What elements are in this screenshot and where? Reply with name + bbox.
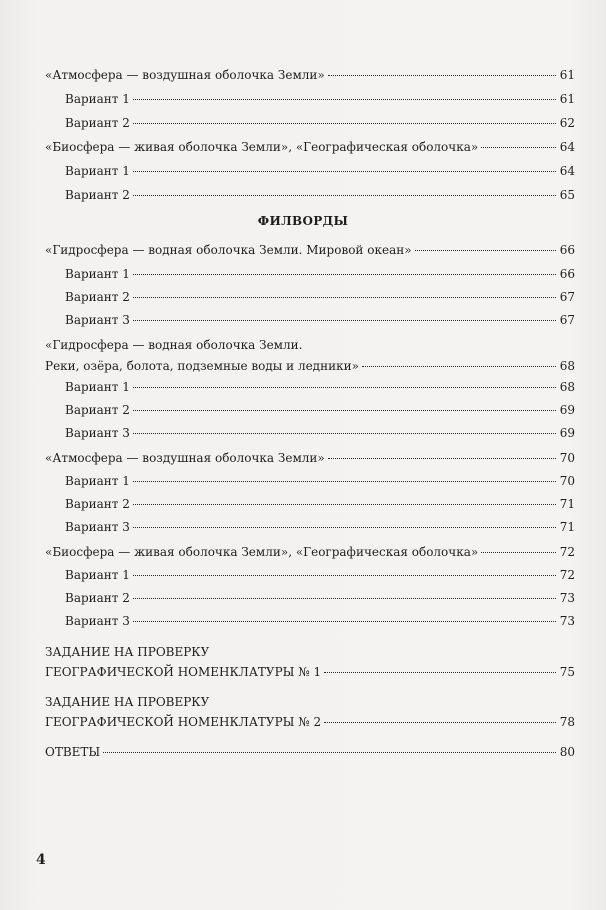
dot-leader bbox=[133, 123, 556, 124]
toc-entry-page: 70 bbox=[559, 474, 575, 488]
toc-entry[interactable] bbox=[65, 614, 575, 629]
dot-leader bbox=[133, 274, 556, 275]
toc-entry-title: «Гидросфера — водная оболочка Земли. Мировой океан» bbox=[45, 243, 412, 257]
dot-leader bbox=[133, 481, 556, 482]
dot-leader bbox=[103, 752, 556, 753]
toc-entry-title: Вариант 2 bbox=[65, 188, 130, 202]
toc-entry-title: Вариант 2 bbox=[65, 591, 130, 605]
toc-entry[interactable] bbox=[65, 568, 575, 583]
dot-leader bbox=[133, 621, 556, 622]
toc-entry-page: 69 bbox=[559, 426, 575, 440]
toc-entry-page: 80 bbox=[559, 745, 575, 759]
toc-entry[interactable] bbox=[65, 116, 575, 131]
page-number: 4 bbox=[36, 852, 46, 868]
toc-entry-page: 66 bbox=[559, 267, 575, 281]
dot-leader bbox=[328, 458, 556, 459]
toc-entry-title: Вариант 2 bbox=[65, 497, 130, 511]
toc-entry-title: Вариант 3 bbox=[65, 614, 130, 628]
toc-entry-page: 73 bbox=[559, 614, 575, 628]
dot-leader bbox=[133, 99, 556, 100]
toc-entry-page: 61 bbox=[559, 92, 575, 106]
toc-entry[interactable] bbox=[65, 92, 575, 107]
dot-leader bbox=[415, 250, 556, 251]
dot-leader bbox=[133, 297, 556, 298]
toc-entry-title: Вариант 1 bbox=[65, 164, 130, 178]
dot-leader bbox=[133, 433, 556, 434]
toc-entry[interactable] bbox=[65, 520, 575, 535]
toc-entry-page: 65 bbox=[559, 188, 575, 202]
toc-entry-title: Вариант 1 bbox=[65, 92, 130, 106]
toc-entry[interactable] bbox=[45, 140, 575, 155]
toc-entry[interactable] bbox=[45, 451, 575, 466]
toc-entry-page: 72 bbox=[559, 568, 575, 582]
toc-entry-page: 73 bbox=[559, 591, 575, 605]
dot-leader bbox=[362, 366, 556, 367]
dot-leader bbox=[133, 575, 556, 576]
toc-entry-page: 68 bbox=[559, 359, 575, 373]
toc-entry-page: 67 bbox=[559, 313, 575, 327]
toc-entry-title: Вариант 3 bbox=[65, 520, 130, 534]
dot-leader bbox=[324, 672, 556, 673]
toc-entry[interactable] bbox=[45, 745, 575, 760]
toc-entry[interactable] bbox=[45, 359, 575, 374]
toc-entry-page: 64 bbox=[559, 140, 575, 154]
section-heading: ФИЛВОРДЫ bbox=[257, 214, 349, 228]
toc-entry[interactable] bbox=[65, 290, 575, 305]
toc-entry-title-line1: ЗАДАНИЕ НА ПРОВЕРКУ bbox=[45, 645, 210, 659]
toc-entry-page: 71 bbox=[559, 497, 575, 511]
toc-entry-title: Вариант 3 bbox=[65, 313, 130, 327]
toc-entry[interactable] bbox=[65, 267, 575, 282]
toc-entry-page: 61 bbox=[559, 68, 575, 82]
toc-entry-page: 62 bbox=[559, 116, 575, 130]
toc-entry-page: 71 bbox=[559, 520, 575, 534]
toc-entry-title: Вариант 3 bbox=[65, 426, 130, 440]
toc-entry-page: 70 bbox=[559, 451, 575, 465]
toc-entry-title: Вариант 2 bbox=[65, 116, 130, 130]
toc-entry-title: Вариант 2 bbox=[65, 290, 130, 304]
toc-entry-page: 64 bbox=[559, 164, 575, 178]
toc-entry-title: «Атмосфера — воздушная оболочка Земли» bbox=[45, 451, 325, 465]
toc-entry[interactable] bbox=[45, 715, 575, 730]
toc-entry[interactable] bbox=[65, 164, 575, 179]
toc-entry-page: 75 bbox=[559, 665, 575, 679]
toc-entry-title: Вариант 1 bbox=[65, 474, 130, 488]
dot-leader bbox=[133, 504, 556, 505]
dot-leader bbox=[481, 552, 556, 553]
toc-entry[interactable] bbox=[65, 380, 575, 395]
toc-entry-title: «Биосфера — живая оболочка Земли», «Географическая оболочка» bbox=[45, 140, 479, 154]
toc-entry[interactable] bbox=[65, 497, 575, 512]
toc-entry-title: ГЕОГРАФИЧЕСКОЙ НОМЕНКЛАТУРЫ № 2 bbox=[45, 715, 322, 729]
toc-entry-title: «Биосфера — живая оболочка Земли», «Географическая оболочка» bbox=[45, 545, 479, 559]
dot-leader bbox=[133, 320, 556, 321]
dot-leader bbox=[133, 387, 556, 388]
toc-entry[interactable] bbox=[65, 313, 575, 328]
dot-leader bbox=[481, 147, 556, 148]
toc-entry[interactable] bbox=[65, 426, 575, 441]
toc-entry-page: 67 bbox=[559, 290, 575, 304]
toc-entry-title: ГЕОГРАФИЧЕСКОЙ НОМЕНКЛАТУРЫ № 1 bbox=[45, 665, 322, 679]
toc-entry[interactable] bbox=[65, 474, 575, 489]
dot-leader bbox=[133, 195, 556, 196]
toc-entry[interactable] bbox=[65, 403, 575, 418]
dot-leader bbox=[133, 171, 556, 172]
dot-leader bbox=[133, 598, 556, 599]
dot-leader bbox=[133, 410, 556, 411]
toc-entry-title-line1: ЗАДАНИЕ НА ПРОВЕРКУ bbox=[45, 695, 210, 709]
toc-entry[interactable] bbox=[45, 545, 575, 560]
toc-entry[interactable] bbox=[45, 665, 575, 680]
toc-entry-title: Вариант 1 bbox=[65, 267, 130, 281]
toc-entry-title-line1: «Гидросфера — водная оболочка Земли. bbox=[45, 338, 303, 352]
toc-entry[interactable] bbox=[45, 243, 575, 258]
toc-entry-page: 69 bbox=[559, 403, 575, 417]
toc-entry-title: ОТВЕТЫ bbox=[45, 745, 101, 759]
dot-leader bbox=[328, 75, 556, 76]
toc-entry[interactable] bbox=[65, 591, 575, 606]
toc-entry-title: Вариант 1 bbox=[65, 380, 130, 394]
toc-entry-page: 68 bbox=[559, 380, 575, 394]
toc-entry[interactable] bbox=[45, 68, 575, 83]
toc-entry-title: Реки, озёра, болота, подземные воды и ледники» bbox=[45, 359, 359, 373]
toc-entry[interactable] bbox=[65, 188, 575, 203]
toc-entry-title: Вариант 1 bbox=[65, 568, 130, 582]
toc-entry-title: Вариант 2 bbox=[65, 403, 130, 417]
dot-leader bbox=[133, 527, 556, 528]
toc-entry-page: 78 bbox=[559, 715, 575, 729]
dot-leader bbox=[324, 722, 556, 723]
toc-entry-page: 66 bbox=[559, 243, 575, 257]
toc-entry-title: «Атмосфера — воздушная оболочка Земли» bbox=[45, 68, 325, 82]
toc-entry-page: 72 bbox=[559, 545, 575, 559]
